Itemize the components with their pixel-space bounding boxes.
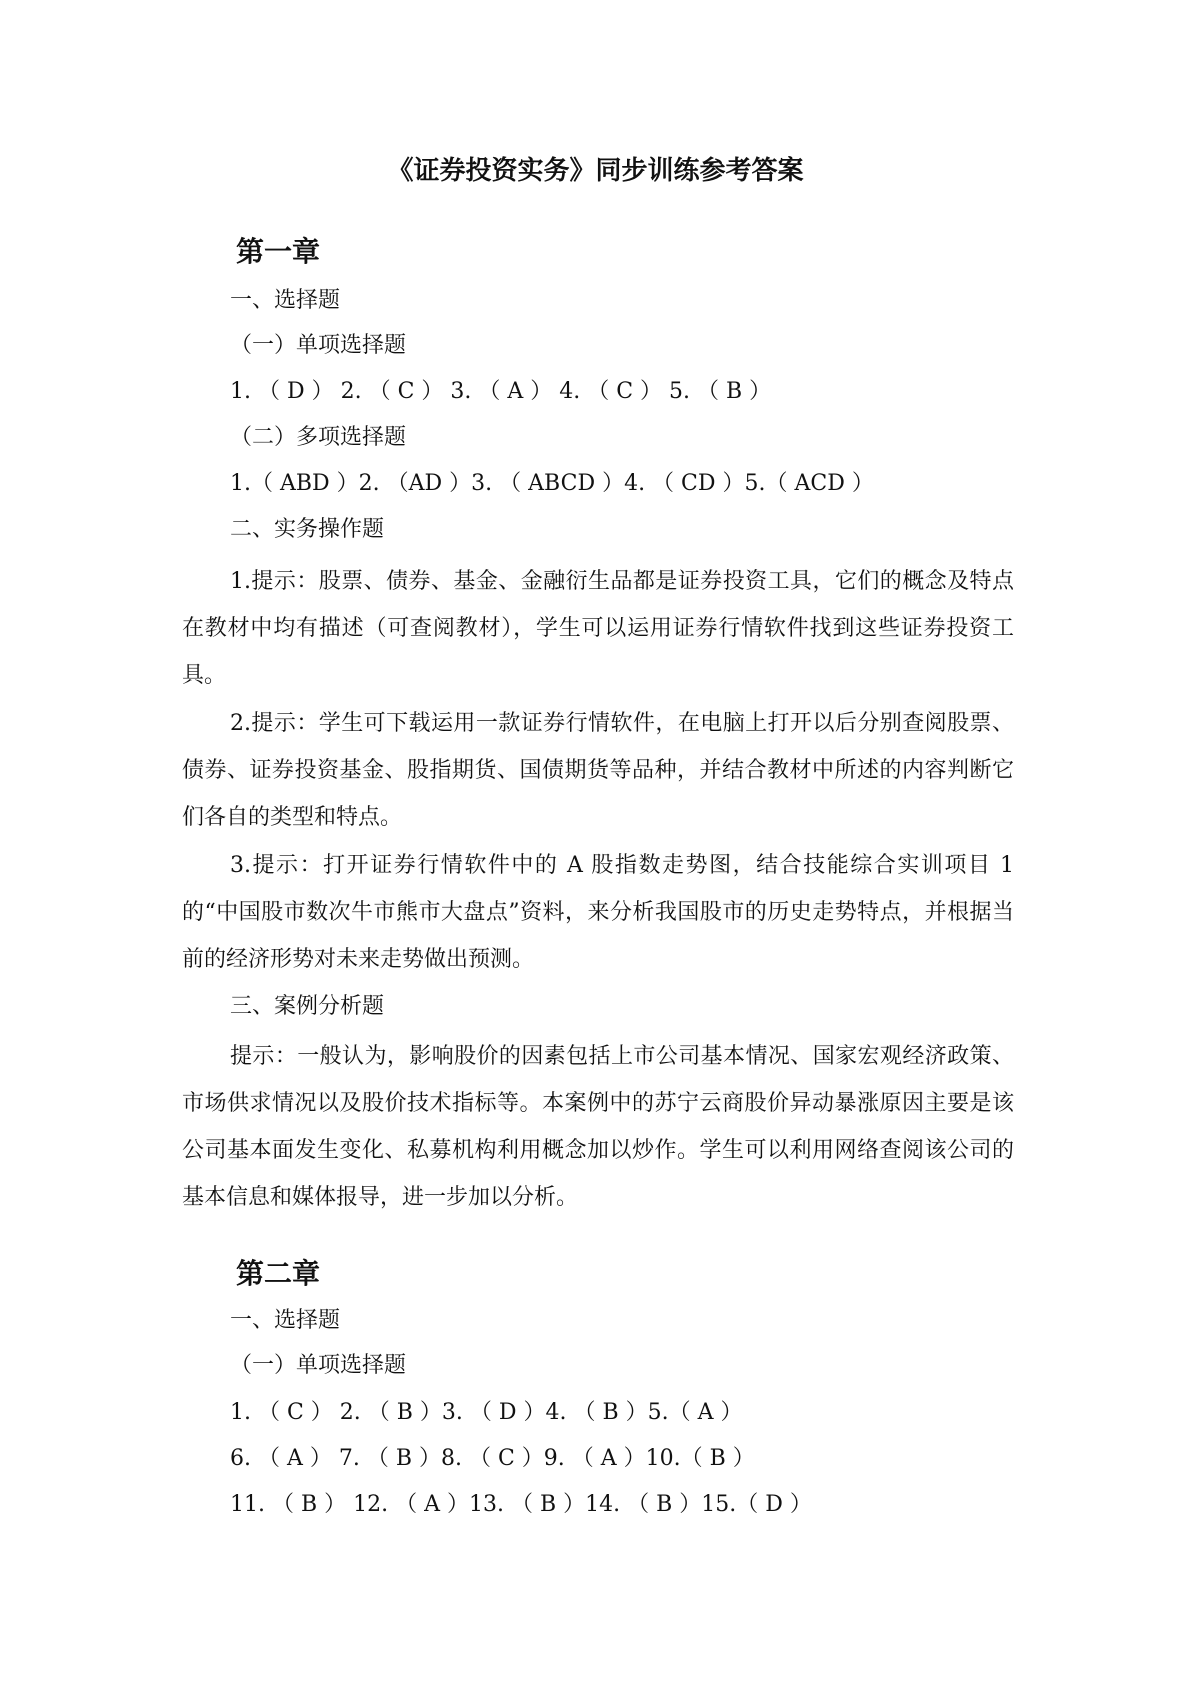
ch1-multi-answers: 1.（ ABD ）2. （AD ）3. （ ABCD ）4. （ CD ）5.（ ACD ） (230, 471, 874, 496)
ch2-answers-row-3: 11. （ B ） 12. （ A ）13. （ B ）14. （ B ）15.（ D ） (230, 1492, 812, 1517)
ch1-section-case: 三、案例分析题 (230, 994, 385, 1019)
ch1-practice-hint-1: 1.提示：股票、债券、基金、金融衍生品都是证券投资工具，它们的概念及特点在教材中均有描述（可查阅教材），学生可以运用证券行情软件找到这些证券投资工具。 (182, 569, 1014, 688)
ch2-subsection-single: （一）单项选择题 (230, 1353, 407, 1378)
ch2-answers-row-1: 1. （ C ） 2. （ B ）3. （ D ）4. （ B ）5.（ A ） (230, 1400, 743, 1425)
ch1-practice-hint-2: 2.提示：学生可下载运用一款证券行情软件，在电脑上打开以后分别查阅股票、债券、证券投资基金、股指期货、国债期货等品种，并结合教材中所述的内容判断它们各自的类型和特点。 (182, 711, 1014, 830)
chapter-2-heading: 第二章 (236, 1257, 321, 1290)
ch1-subsection-single: （一）单项选择题 (230, 333, 407, 358)
ch1-subsection-multi: （二）多项选择题 (230, 425, 407, 450)
ch1-section-practice: 二、实务操作题 (230, 517, 385, 542)
chapter-1-heading: 第一章 (236, 235, 321, 268)
ch2-answers-row-2: 6. （ A ） 7. （ B ）8. （ C ）9. （ A ）10.（ B ） (230, 1446, 755, 1471)
ch2-section-choice: 一、选择题 (230, 1308, 341, 1333)
ch1-section-choice: 一、选择题 (230, 288, 341, 313)
ch1-single-answers: 1. （ D ） 2. （ C ） 3. （ A ） 4. （ C ） 5. （ B ） (230, 379, 772, 404)
document-title: 《证券投资实务》同步训练参考答案 (387, 156, 804, 186)
ch1-practice-hint-3: 3.提示：打开证券行情软件中的 A 股指数走势图，结合技能综合实训项目 1 的“中国股市数次牛市熊市大盘点”资料，来分析我国股市的历史走势特点，并根据当前的经济形势对未来走势做出预测。 (182, 853, 1014, 972)
ch1-case-hint: 提示：一般认为，影响股价的因素包括上市公司基本情况、国家宏观经济政策、市场供求情况以及股价技术指标等。本案例中的苏宁云商股价异动暴涨原因主要是该公司基本面发生变化、私募机构利用概念加以炒作。学生可以利用网络查阅该公司的基本信息和媒体报导，进一步加以分析。 (182, 1044, 1014, 1210)
